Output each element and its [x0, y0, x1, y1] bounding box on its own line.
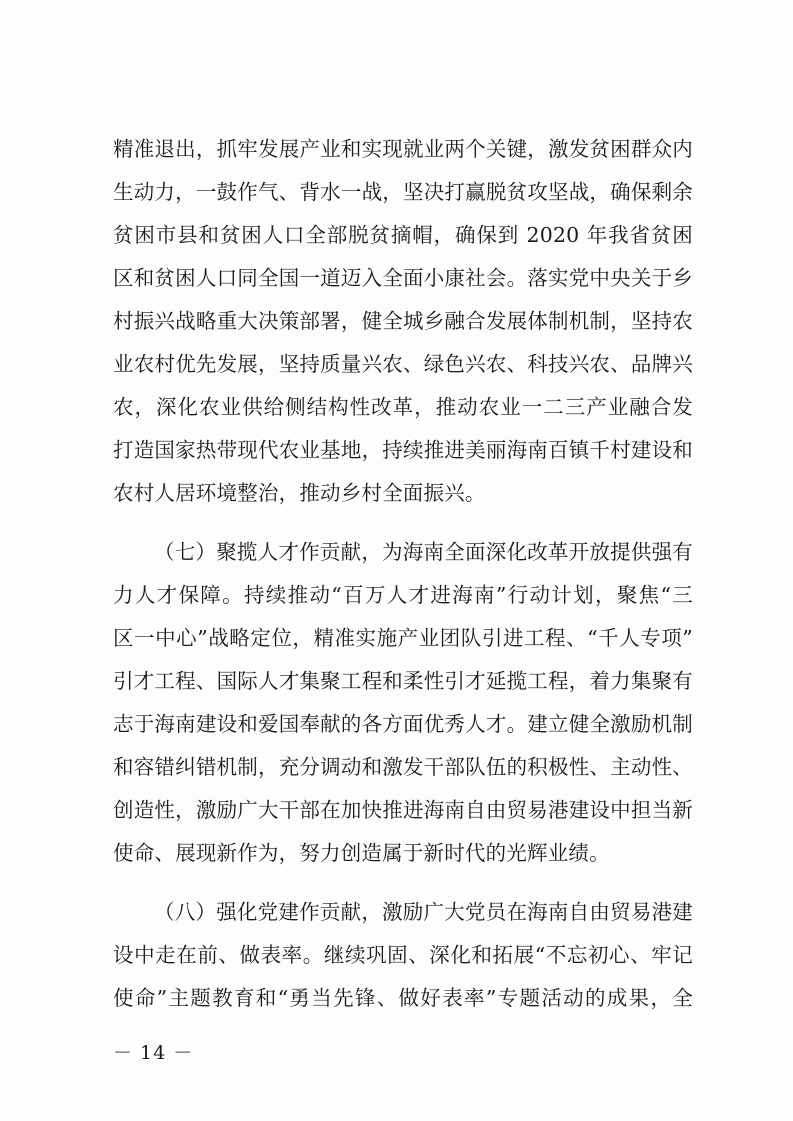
text-line: 农村人居环境整治，推动乡村全面振兴。 [113, 481, 486, 505]
section-heading-line: （七）聚揽人才作贡献，为海南全面深化改革开放提供强有 [154, 540, 693, 564]
text-line: 贫困市县和贫困人口全部脱贫摘帽，确保到 2020 年我省贫困 [113, 223, 693, 247]
page-number: － 14 － [113, 1042, 194, 1064]
text-line: 创造性，激励广大干部在加快推进海南自由贸易港建设中担当新 [113, 798, 693, 822]
text-line: 精准退出，抓牢发展产业和实现就业两个关键，激发贫困群众内 [113, 137, 693, 161]
text-line: 和容错纠错机制，充分调动和激发干部队伍的积极性、主动性、 [113, 755, 693, 779]
text-line: 业农村优先发展，坚持质量兴农、绿色兴农、科技兴农、品牌兴 [113, 352, 693, 376]
text-line: 打造国家热带现代农业基地，持续推进美丽海南百镇千村建设和 [113, 438, 693, 462]
text-line: 使命、展现新作为，努力创造属于新时代的光辉业绩。 [113, 841, 610, 865]
text-line: 农，深化农业供给侧结构性改革，推动农业一二三产业融合发 [113, 395, 693, 419]
text-line: 力人才保障。持续推动“百万人才进海南”行动计划，聚焦“三 [113, 583, 693, 607]
section-heading-line: （八）强化党建作贡献，激励广大党员在海南自由贸易港建 [154, 900, 693, 924]
text-line: 志于海南建设和爱国奉献的各方面优秀人才。建立健全激励机制 [113, 712, 693, 736]
text-line: 设中走在前、做表率。继续巩固、深化和拓展“不忘初心、牢记 [113, 943, 693, 967]
text-line: 引才工程、国际人才集聚工程和柔性引才延揽工程，着力集聚有 [113, 669, 693, 693]
text-line: 生动力，一鼓作气、背水一战，坚决打赢脱贫攻坚战，确保剩余 [113, 180, 693, 204]
text-line: 区和贫困人口同全国一道迈入全面小康社会。落实党中央关于乡 [113, 266, 693, 290]
text-line: 区一中心”战略定位，精准实施产业团队引进工程、“千人专项” [113, 626, 693, 650]
text-line: 村振兴战略重大决策部署，健全城乡融合发展体制机制，坚持农 [113, 309, 693, 333]
text-line: 使命”主题教育和“勇当先锋、做好表率”专题活动的成果，全 [113, 986, 693, 1010]
